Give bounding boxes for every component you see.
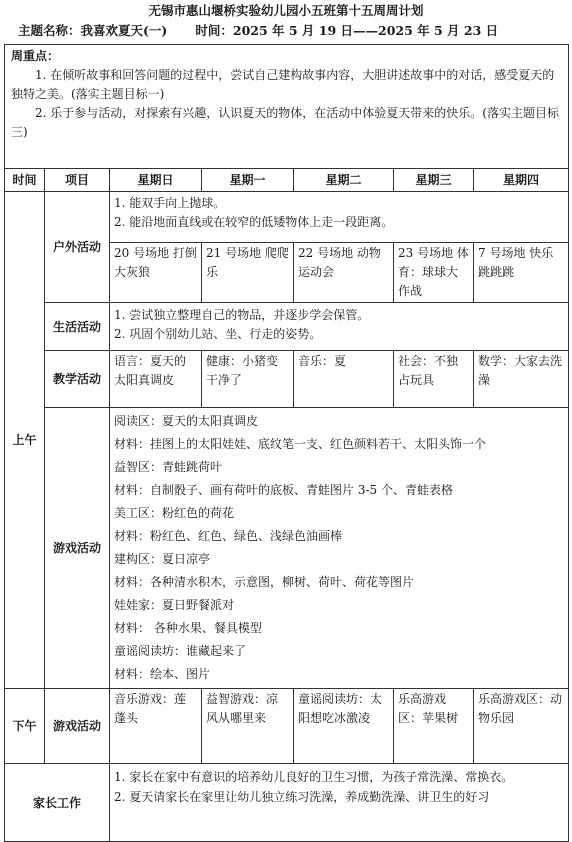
col-day-3: 星期三 xyxy=(394,169,474,192)
theme-label: 主题名称： xyxy=(18,23,81,38)
outdoor-day-1: 21 号场地 爬爬乐 xyxy=(202,243,294,303)
life-row xyxy=(5,303,569,351)
afternoon-day-3: 乐高游戏区：苹果树 xyxy=(394,689,474,764)
parents-line-2: 2. 夏天请家长在家里让幼儿独立练习洗澡，养成勤洗澡、讲卫生的好习 xyxy=(114,790,490,804)
teaching-day-4: 数学：大家去洗澡 xyxy=(474,351,569,408)
game-line-10: 材料： 各种水果、餐具模型 xyxy=(114,621,262,635)
theme-name: 我喜欢夏天(一) xyxy=(80,23,168,38)
outdoor-day-3: 23 号场地 体育：球球大作战 xyxy=(394,243,474,303)
game-line-2: 材料：挂图上的太阳娃娃、底纹笔一支、红色颜料若干、太阳头饰一个 xyxy=(114,437,487,451)
focus-label: 周重点： xyxy=(11,49,60,63)
col-day-4: 星期四 xyxy=(474,169,569,192)
time-label: 时间： xyxy=(195,23,233,38)
game-line-5: 美工区：粉红色的荷花 xyxy=(114,506,235,520)
life-label: 生活活动 xyxy=(45,303,110,351)
game-line-1: 阅读区：夏天的太阳真调皮 xyxy=(114,414,259,428)
parents-row xyxy=(5,764,569,842)
outdoor-goal-2: 2. 能沿地面直线或在较窄的低矮物体上走一段距离。 xyxy=(114,215,394,229)
morning-label: 上午 xyxy=(5,192,45,689)
afternoon-game-label: 游戏活动 xyxy=(45,689,110,764)
teaching-day-2: 音乐：夏 xyxy=(294,351,394,408)
focus-item-1: 1. 在倾听故事和回答问题的过程中，尝试自己建构故事内容，大胆讲述故事中的对话，感受夏天的独特之美。(落实主题目标一) xyxy=(11,68,555,101)
col-day-1: 星期一 xyxy=(202,169,294,192)
afternoon-day-2: 童谣阅读坊：太阳想吃冰激凌 xyxy=(294,689,394,764)
theme-line xyxy=(18,22,558,40)
game-line-9: 娃娃家：夏日野餐派对 xyxy=(114,598,235,612)
col-item: 项目 xyxy=(45,169,110,192)
game-line-4: 材料：自制骰子、画有荷叶的底板、青蛙图片 3-5 个、青蛙表格 xyxy=(114,483,453,497)
date-range: 2025 年 5 月 19 日——2025 年 5 月 23 日 xyxy=(232,23,499,38)
outdoor-goal-1: 1. 能双手向上抛球。 xyxy=(114,196,226,210)
teaching-day-0: 语言：夏天的太阳真调皮 xyxy=(110,351,202,408)
col-time: 时间 xyxy=(5,169,45,192)
afternoon-label: 下午 xyxy=(5,689,45,764)
teaching-day-1: 健康：小猪变干净了 xyxy=(202,351,294,408)
life-line-2: 2. 巩固个别幼儿站、坐、行走的姿势。 xyxy=(114,327,322,341)
col-day-0: 星期日 xyxy=(110,169,202,192)
header-row xyxy=(5,169,569,192)
teaching-day-3: 社会：不独占玩具 xyxy=(394,351,474,408)
focus-item-2: 2. 乐于参与活动，对探索有兴趣，认识夏天的物体，在活动中体验夏天带来的快乐。(落实主题目标三) xyxy=(11,106,559,139)
col-day-2: 星期二 xyxy=(294,169,394,192)
page-title: 无锡市惠山堰桥实验幼儿园小五班第十五周周计划 xyxy=(148,3,424,18)
outdoor-day-0: 20 号场地 打倒大灰狼 xyxy=(110,243,202,303)
outdoor-day-4: 7 号场地 快乐跳跳跳 xyxy=(474,243,569,303)
game-line-8: 材料：各种清水积木，示意图，柳树、荷叶、荷花等图片 xyxy=(114,575,415,589)
outdoor-day-2: 22 号场地 动物运动会 xyxy=(294,243,394,303)
afternoon-day-0: 音乐游戏：莲蓬头 xyxy=(110,689,202,764)
game-line-6: 材料：粉红色、红色、绿色、浅绿色油画棒 xyxy=(114,529,343,543)
teaching-label: 教学活动 xyxy=(45,351,110,408)
game-label: 游戏活动 xyxy=(45,408,110,689)
afternoon-day-1: 益智游戏：凉风从哪里来 xyxy=(202,689,294,764)
outdoor-goals-row xyxy=(5,192,569,243)
game-line-12: 材料：绘本、图片 xyxy=(114,667,211,681)
game-line-11: 童谣阅读坊：谁藏起来了 xyxy=(114,644,247,658)
game-line-3: 益智区：青蛙跳荷叶 xyxy=(114,460,223,474)
game-line-7: 建构区：夏日凉亭 xyxy=(114,552,211,566)
afternoon-row xyxy=(5,689,569,764)
game-row xyxy=(5,408,569,689)
teaching-row xyxy=(5,351,569,408)
life-line-1: 1. 尝试独立整理自己的物品，并逐步学会保管。 xyxy=(114,308,370,322)
parents-line-1: 1. 家长在家中有意识的培养幼儿良好的卫生习惯，为孩子常洗澡、常换衣。 xyxy=(114,770,514,784)
outdoor-label: 户外活动 xyxy=(45,192,110,303)
afternoon-day-4: 乐高游戏区：动物乐园 xyxy=(474,689,569,764)
parents-label: 家长工作 xyxy=(5,764,110,842)
focus-row xyxy=(5,45,569,169)
weekly-plan-table xyxy=(4,44,569,842)
